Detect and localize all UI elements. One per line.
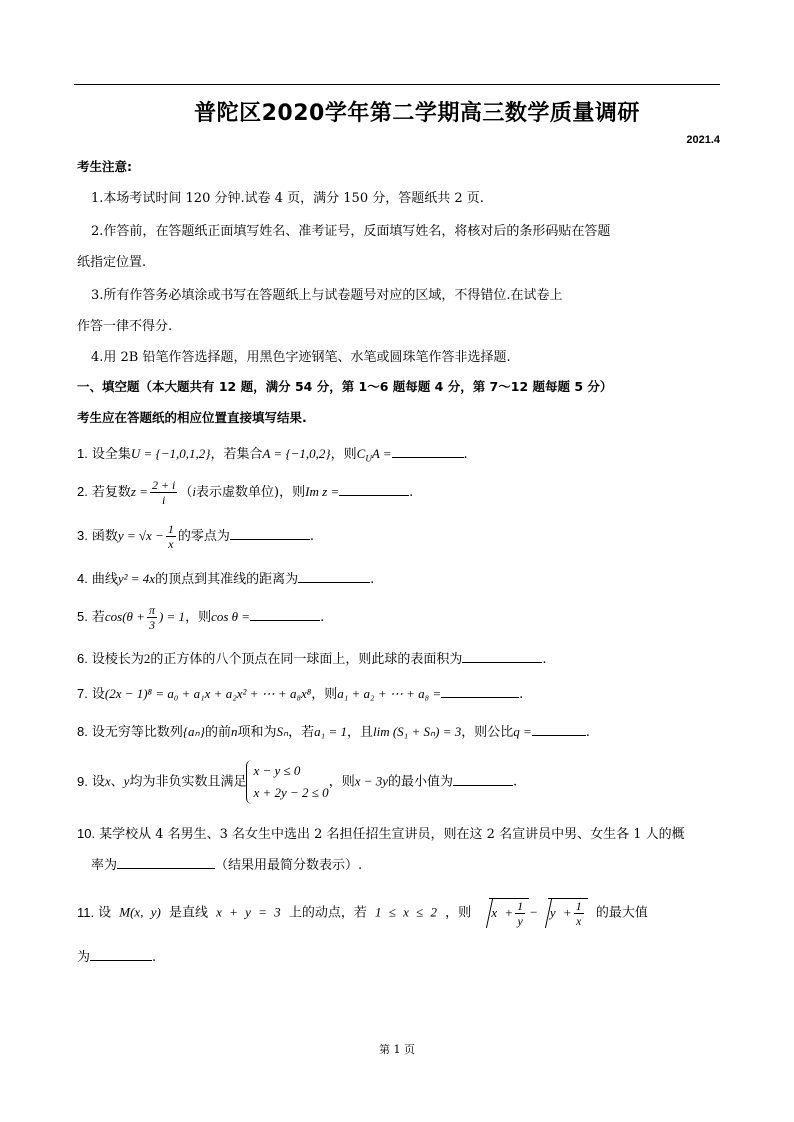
question-text: 若复数	[91, 485, 131, 500]
math: ) = 1	[158, 609, 186, 624]
answer-blank[interactable]	[392, 445, 464, 458]
section-instruction: 考生应在答题纸的相应位置直接填写结果.	[77, 410, 307, 425]
question-text: .	[309, 529, 314, 544]
question-text: 设棱长为	[91, 652, 144, 667]
notice-item: 作答一律不得分.	[77, 319, 173, 334]
question-text: 表示虚数单位)，则	[196, 485, 306, 500]
math: y² = 4x	[117, 571, 156, 586]
math: z =	[130, 484, 148, 499]
math: U = {−1,0,1,2}	[130, 446, 211, 461]
question-number: 3.	[77, 528, 88, 543]
denominator: x	[576, 914, 582, 928]
numerator: π	[148, 603, 155, 617]
fraction	[150, 478, 177, 507]
question-text: .	[409, 485, 414, 500]
numerator: 1	[167, 522, 174, 536]
inequality: x + 2y − 2 ≤ 0	[253, 785, 329, 800]
question-text: ，则	[445, 905, 472, 921]
math: −	[529, 904, 538, 920]
numerator: 1	[517, 899, 524, 913]
answer-blank[interactable]	[453, 773, 513, 786]
question-text: ，则	[185, 610, 212, 625]
fraction	[574, 899, 584, 928]
question-2	[77, 478, 413, 507]
question-text: 项和为	[237, 725, 277, 740]
fraction	[147, 603, 157, 632]
math: cos(θ +	[104, 609, 145, 624]
question-text: .	[542, 652, 547, 667]
math: (2x − 1)⁸ = a₀ + a₁x + a₂x² + ⋯ + a₈x⁸	[104, 686, 312, 701]
notice-item: 3.所有作答务必填涂或书写在答题纸上与试卷题号对应的区域，不得错位.在试卷上	[91, 288, 563, 303]
question-1	[77, 443, 468, 464]
math: 1 ≤ x ≤ 2	[374, 904, 438, 920]
question-10-cont	[91, 854, 362, 873]
math: y	[123, 773, 130, 789]
question-number: 1.	[77, 446, 88, 461]
notice-item: 2.作答前，在答题纸正面填写姓名、准考证号，反面填写姓名，将核对后的条形码贴在答题	[91, 224, 611, 239]
question-text: 的前	[204, 725, 231, 740]
question-5	[77, 603, 324, 632]
answer-blank[interactable]	[117, 856, 215, 869]
denominator: y	[517, 914, 523, 928]
denominator: i	[162, 493, 166, 507]
question-text: 设	[91, 774, 105, 790]
math: a₁ = 1	[314, 724, 347, 739]
question-text: 均为非负实数且满足	[129, 774, 247, 790]
question-text: 是直线	[168, 905, 208, 921]
page-number: 第 1 页	[379, 1043, 415, 1056]
question-number: 5.	[77, 609, 88, 624]
question-text: ，则	[311, 687, 338, 702]
radical	[489, 898, 529, 928]
math: i	[192, 484, 197, 499]
answer-blank[interactable]	[298, 570, 370, 583]
question-text: .	[320, 610, 325, 625]
question-text: 若	[91, 610, 105, 625]
question-number: 2.	[77, 484, 88, 499]
math: C	[356, 446, 366, 461]
question-10	[77, 823, 685, 842]
answer-blank[interactable]	[230, 527, 310, 540]
question-text: 的顶点到其准线的距离为	[155, 572, 299, 587]
math: Sₙ	[276, 724, 289, 739]
exam-date: 2021.4	[686, 134, 720, 146]
question-number: 7.	[77, 686, 88, 701]
question-text: （结果用最简分数表示）.	[215, 858, 363, 873]
question-text: ，则	[330, 447, 357, 462]
question-text: 上的动点，若	[288, 905, 367, 921]
question-text: 的最大值	[595, 905, 648, 921]
notice-item: 纸指定位置.	[77, 255, 147, 270]
question-text: ，则公比	[461, 725, 514, 740]
math: y = √x −	[117, 528, 164, 543]
notice-item: 1.本场考试时间 120 分钟.试卷 4 页，满分 150 分，答题纸共 2 页.	[91, 191, 484, 206]
question-text: 设全集	[91, 447, 131, 462]
math: q =	[513, 724, 532, 739]
math: A =	[371, 446, 392, 461]
question-number: 11.	[77, 904, 95, 920]
math: Im z =	[305, 484, 340, 499]
question-8	[77, 721, 590, 740]
question-3	[77, 522, 314, 551]
question-text: 的正方体的八个顶点在同一球面上，则此球的表面积为	[150, 652, 463, 667]
question-text: 、	[110, 774, 124, 790]
question-number: 8.	[77, 724, 88, 739]
question-text: 设无穷等比数列	[91, 725, 183, 740]
answer-blank[interactable]	[250, 608, 320, 621]
inequality: x − y ≤ 0	[253, 763, 301, 778]
math: a₁ + a₂ + ⋯ + a₈ =	[337, 686, 442, 701]
question-text: .	[463, 447, 468, 462]
answer-blank[interactable]	[532, 723, 586, 736]
question-text: 的零点为	[177, 529, 230, 544]
header-rule	[74, 84, 720, 85]
math: x +	[491, 905, 514, 920]
answer-blank[interactable]	[339, 483, 409, 496]
question-11	[77, 898, 648, 928]
question-number: 9.	[77, 773, 88, 789]
notice-heading: 考生注意:	[77, 159, 132, 174]
question-text: 某学校从 4 名男生、3 名女生中选出 2 名担任招生宣讲员，则在这 2 名宣讲员中男、女生各 1 人的概	[99, 827, 685, 842]
question-11-cont	[77, 946, 156, 965]
question-text: .	[585, 725, 590, 740]
math: M(x, y)	[119, 904, 161, 920]
numerator: 2 + i	[151, 478, 176, 492]
question-text: 的最小值为	[388, 774, 454, 790]
question-text: .	[513, 774, 518, 790]
inequality-system	[246, 760, 328, 804]
fraction	[515, 899, 525, 928]
math: lim (S₁ + Sₙ) = 3	[372, 724, 462, 739]
question-text: ，若集合	[210, 447, 263, 462]
question-text: ，若	[288, 725, 315, 740]
math: cos θ =	[211, 609, 251, 624]
answer-blank[interactable]	[90, 948, 152, 961]
math: U	[365, 453, 372, 464]
question-4	[77, 568, 374, 587]
question-text: ，则	[328, 774, 355, 790]
question-text: 曲线	[91, 572, 118, 587]
math: x − 3y	[354, 773, 389, 789]
question-text: ，且	[346, 725, 373, 740]
question-number: 6.	[77, 651, 88, 666]
math: {aₙ}	[182, 724, 205, 739]
question-text: 设	[98, 905, 112, 921]
math: A = {−1,0,2}	[262, 446, 331, 461]
answer-blank[interactable]	[441, 685, 519, 698]
math: 2	[143, 651, 151, 666]
question-text: 率为	[91, 858, 118, 873]
notice-item: 4.用 2B 铅笔作答选择题，用黑色字迹钢笔、水笔或圆珠笔作答非选择题.	[91, 350, 511, 365]
section-heading: 一、填空题（本大题共有 12 题，满分 54 分，第 1～6 题每题 4 分，第 7～12 题每题 5 分）	[77, 379, 613, 394]
question-text: （	[179, 485, 193, 500]
radical	[548, 898, 588, 928]
question-text: 为	[77, 950, 91, 965]
denominator: x	[168, 537, 174, 551]
question-7	[77, 683, 523, 702]
question-9	[77, 760, 517, 804]
question-6	[77, 648, 547, 667]
question-number: 10.	[77, 826, 96, 841]
question-number: 4.	[77, 571, 88, 586]
math: x	[104, 773, 111, 789]
fraction	[166, 522, 176, 551]
math: y +	[549, 905, 572, 920]
page-title: 普陀区2020学年第二学期高三数学质量调研	[194, 101, 640, 126]
math: x + y = 3	[216, 904, 281, 920]
question-text: .	[152, 950, 157, 965]
answer-blank[interactable]	[462, 650, 542, 663]
question-text: 设	[91, 687, 105, 702]
denominator: 3	[148, 618, 155, 632]
question-text: .	[370, 572, 375, 587]
numerator: 1	[575, 899, 582, 913]
math: n	[230, 724, 238, 739]
question-text: .	[519, 687, 524, 702]
question-text: 函数	[91, 529, 118, 544]
